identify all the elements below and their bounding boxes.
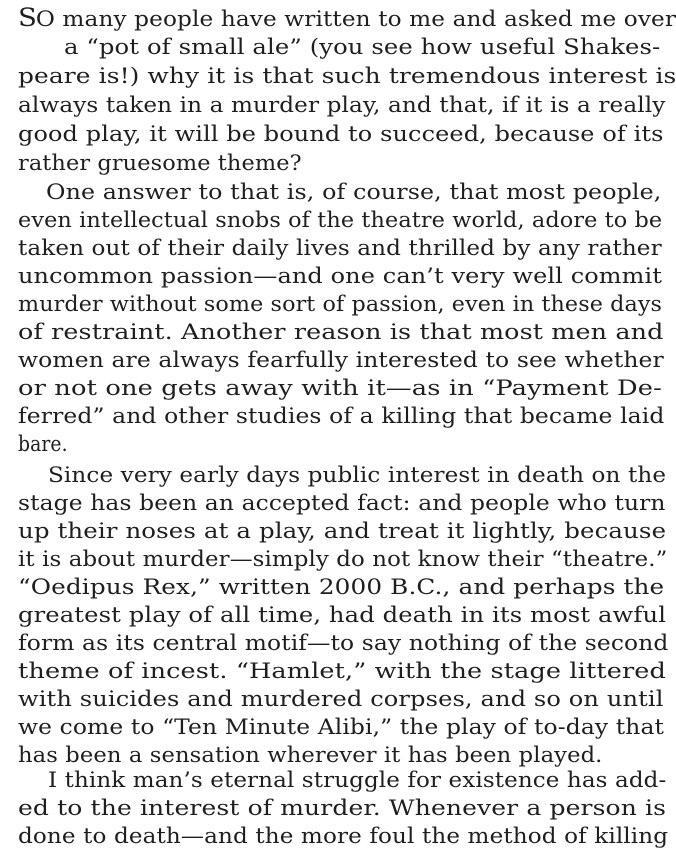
text-line: “Oedipus Rex,” written 2000 B.C., and perhaps the [18,575,665,599]
text-line: ferred” and other studies of a killing that became laid [18,404,665,428]
text-line: form as its central motif—to say nothing of the second [18,631,669,655]
text-line [18,4,676,32]
text-line: it is about murder—simply do not know their “theatre.” [18,547,668,571]
text-line: we come to “Ten Minute Alibi,” the play of to-day that [18,715,665,739]
drop-cap: S [18,3,36,32]
text-line: Since very early days public interest in death on the [48,463,667,487]
text-line: rather gruesome theme? [18,151,302,175]
text-line: murder without some sort of passion, even in these days [18,292,663,316]
text-line: with suicides and murdered corpses, and so on until [18,687,664,711]
text-line: ed to the interest of murder. Whenever a person is [18,796,667,820]
text-line: peare is!) why it is that such tremendous interest is [18,64,676,88]
text-line: or not one gets away with it—as in “Payment De- [18,376,662,400]
text-line: up their noses at a play, and treat it lightly, because [18,519,667,543]
text-line: stage has been an accepted fact: and people who turn [18,491,666,515]
text-line: has been a sensation wherever it has been played. [18,743,603,767]
text-line: bare. [18,432,68,456]
text-line: women are always fearfully interested to see whether [18,348,664,372]
text-line-content: O many people have written to me and asked me over [35,7,676,31]
text-line: a “pot of small ale” (you see how useful Shakes- [64,35,661,59]
text-line: taken out of their daily lives and thrilled by any rather [18,236,662,260]
text-line: good play, it will be bound to succeed, because of its [18,122,664,146]
text-line: of restraint. Another reason is that most men and [18,320,664,344]
text-line: done to death—and the more foul the method of killing [18,824,669,848]
text-line: always taken in a murder play, and that, if it is a really [18,93,666,117]
text-line: even intellectual snobs of the theatre world, adore to be [18,208,663,232]
text-line: One answer to that is, of course, that most people, [46,180,662,204]
text-line: I think man’s eternal struggle for existence has add- [48,768,667,792]
text-line: uncommon passion—and one can’t very well commit [18,264,663,288]
text-line: theme of incest. “Hamlet,” with the stage littered [18,659,666,683]
text-line: greatest play of all time, had death in its most awful [18,603,667,627]
